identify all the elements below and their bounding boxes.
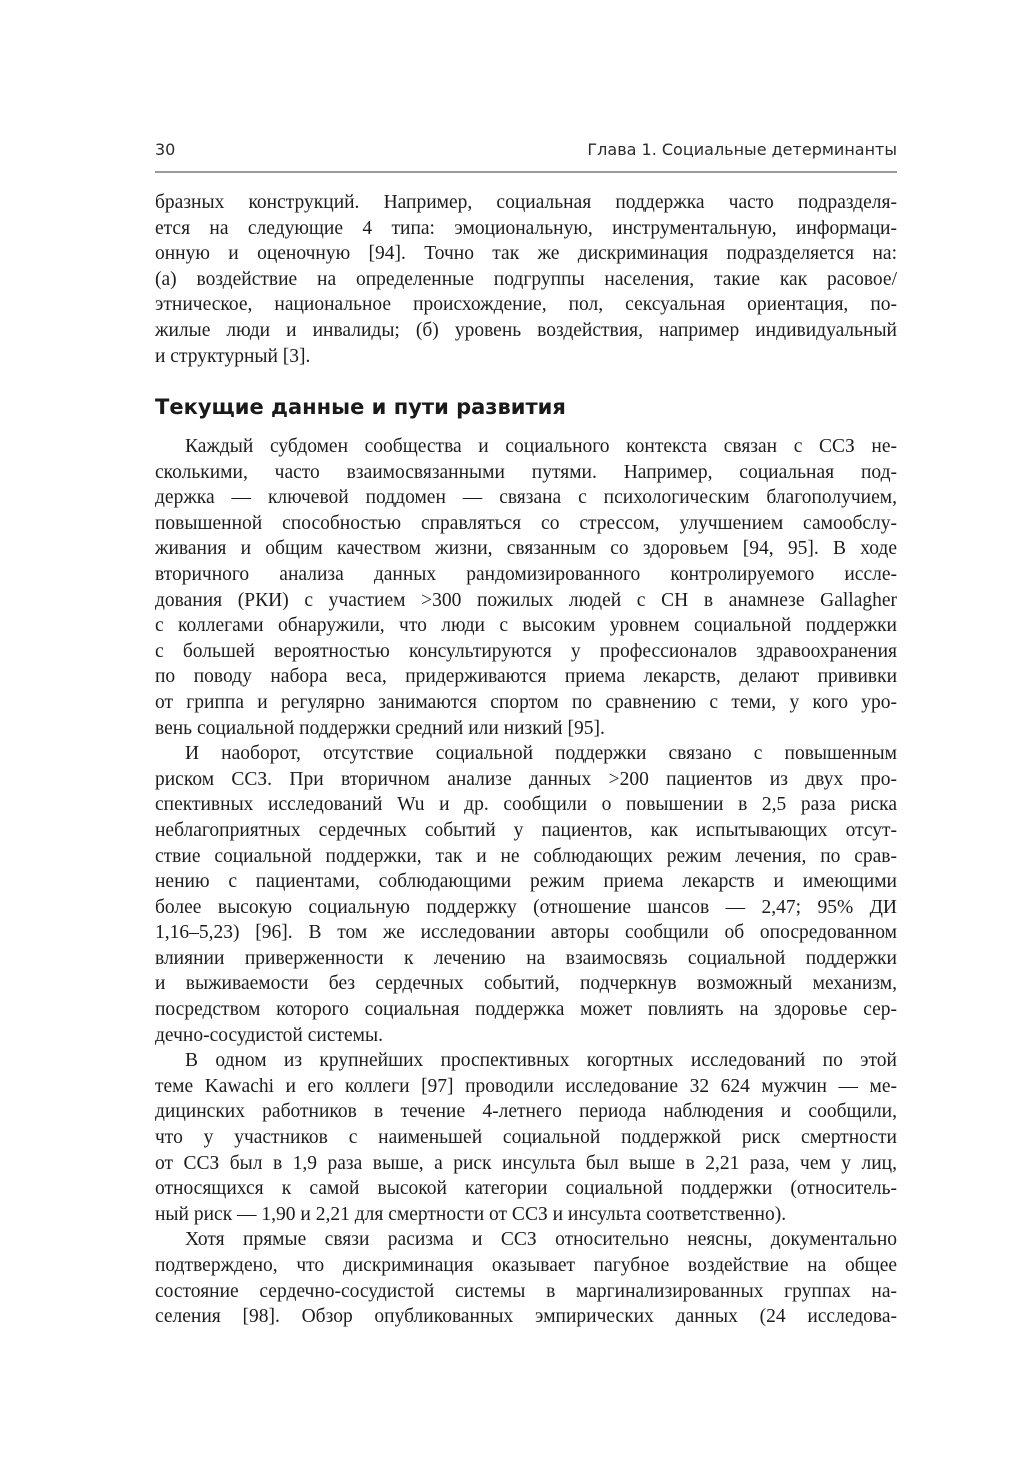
text-line: относящихся к самой высокой категории социальной поддержки (относитель- <box>155 1178 897 1200</box>
chapter-title: Глава 1. Социальные детерминанты <box>587 140 897 159</box>
text-line: состояние сердечно-сосудистой системы в маргинализированных группах на- <box>155 1280 897 1302</box>
text-line: дицинских работников в течение 4-летнего периода наблюдения и сообщили, <box>155 1101 897 1123</box>
paragraph <box>155 741 897 1048</box>
header-rule <box>155 171 897 173</box>
text-line: по поводу набора веса, придерживаются приема лекарств, делают прививки <box>155 666 897 688</box>
text-line: вторичного анализа данных рандомизированного контролируемого иссле- <box>155 563 897 585</box>
text-line: держка — ключевой поддомен — связана с психологическим благополучием, <box>155 487 897 509</box>
text-line: Хотя прямые связи расизма и ССЗ относительно неясны, документально <box>185 1229 897 1251</box>
text-line: (а) воздействие на определенные подгруппы населения, такие как расовое/ <box>155 268 897 290</box>
page-number: 30 <box>155 140 176 159</box>
text-line: онную и оценочную [94]. Точно так же дискриминация подразделяется на: <box>155 243 897 265</box>
text-line: селения [98]. Обзор опубликованных эмпирических данных (24 исследова- <box>155 1306 897 1328</box>
text-line: и выживаемости без сердечных событий, подчеркнув возможный механизм, <box>155 973 897 995</box>
text-line: дечно-сосудистой системы. <box>155 1024 383 1046</box>
paragraph <box>155 434 897 741</box>
text-line: живания и общим качеством жизни, связанным со здоровьем [94, 95]. В ходе <box>155 538 897 560</box>
section-body <box>155 434 897 1330</box>
text-line: жилые люди и инвалиды; (б) уровень воздействия, например индивидуальный <box>155 319 897 341</box>
text-line: сколькими, часто взаимосвязанными путями. Например, социальная под- <box>155 461 897 483</box>
text-line: теме Kawachi и его коллеги [97] проводили исследование 32 624 мужчин — ме- <box>155 1075 897 1097</box>
text-line: дования (РКИ) с участием >300 пожилых людей с СН в анамнезе Gallagher <box>155 589 897 611</box>
paragraph <box>155 1048 897 1227</box>
text-line: ный риск — 1,90 и 2,21 для смертности от ССЗ и инсульта соответственно). <box>155 1203 787 1225</box>
text-line: от ССЗ был в 1,9 раза выше, а риск инсульта был выше в 2,21 раза, чем у лиц, <box>155 1152 897 1174</box>
text-line: ствие социальной поддержки, так и не соблюдающих режим лечения, по срав- <box>155 845 897 867</box>
paragraph <box>155 1227 897 1329</box>
text-line: посредством которого социальная поддержка может повлиять на здоровье сер- <box>155 999 897 1021</box>
text-line: риском ССЗ. При вторичном анализе данных >200 пациентов из двух про- <box>155 768 897 790</box>
text-line: повышенной способностью справляться со стрессом, улучшением самообслу- <box>155 512 897 534</box>
text-line: более высокую социальную поддержку (отношение шансов — 2,47; 95% ДИ <box>155 896 897 918</box>
text-line: влиянии приверженности к лечению на взаимосвязь социальной поддержки <box>155 947 897 969</box>
text-line: И наоборот, отсутствие социальной поддержки связано с повышенным <box>185 743 897 765</box>
text-line: и структурный [3]. <box>155 345 311 367</box>
text-line: Каждый субдомен сообщества и социального контекста связан с ССЗ не- <box>185 436 897 457</box>
text-line: с коллегами обнаружили, что люди с высоким уровнем социальной поддержки <box>155 615 897 637</box>
text-line: с большей вероятностью консультируются у профессионалов здравоохранения <box>155 640 897 662</box>
text-line: вень социальной поддержки средний или низкий [95]. <box>155 717 605 739</box>
intro-paragraph <box>155 190 897 369</box>
running-header <box>155 138 897 164</box>
text-line: ется на следующие 4 типа: эмоциональную, инструментальную, информаци- <box>155 217 897 239</box>
text-line: спективных исследований Wu и др. сообщили о повышении в 2,5 раза риска <box>155 794 897 816</box>
text-line: неблагоприятных сердечных событий у пациентов, как испытывающих отсут- <box>155 819 897 841</box>
text-line: нению с пациентами, соблюдающими режим приема лекарств и имеющими <box>155 871 897 893</box>
section-heading: Текущие данные и пути развития <box>155 395 566 419</box>
text-line: подтверждено, что дискриминация оказывает пагубное воздействие на общее <box>155 1255 897 1276</box>
text-line: В одном из крупнейших проспективных когортных исследований по этой <box>185 1050 897 1072</box>
text-line: 1,16–5,23) [96]. В том же исследовании авторы сообщили об опосредованном <box>155 922 897 944</box>
text-line: бразных конструкций. Например, социальная поддержка часто подразделя- <box>155 192 897 213</box>
text-line: от гриппа и регулярно занимаются спортом по сравнению с теми, у кого уро- <box>155 691 897 713</box>
text-line: этническое, национальное происхождение, пол, сексуальная ориентация, по- <box>155 294 897 316</box>
text-line: что у участников с наименьшей социальной поддержкой риск смертности <box>155 1127 897 1149</box>
